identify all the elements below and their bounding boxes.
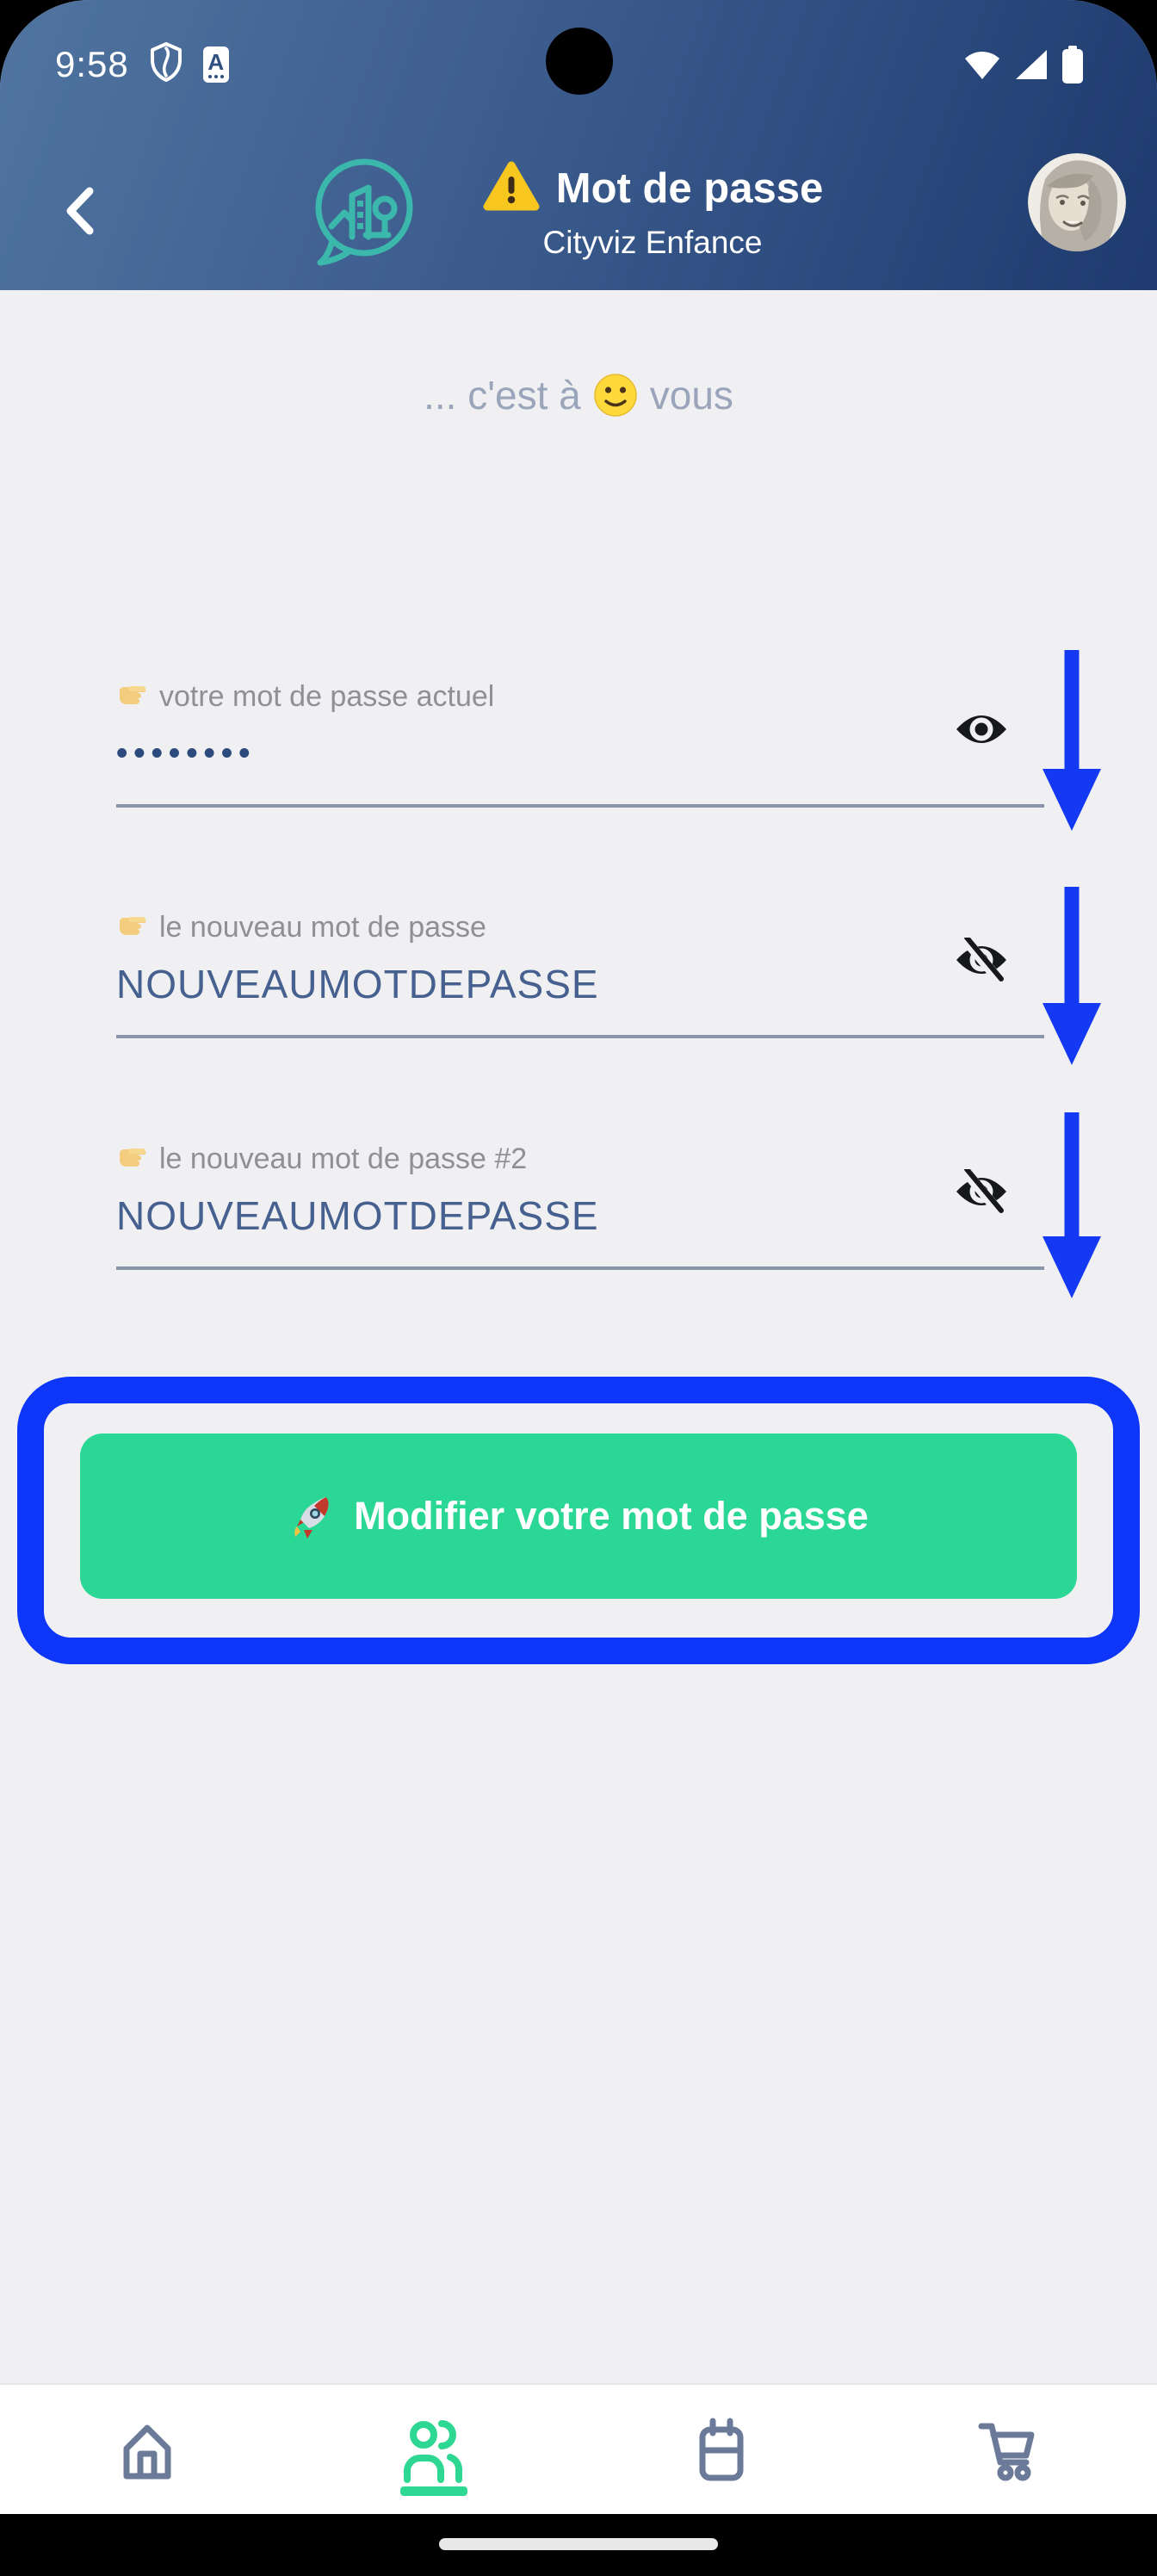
- warning-triangle-icon: [482, 160, 541, 218]
- current-password-value[interactable]: ••••••••: [116, 735, 257, 771]
- nav-shop[interactable]: [973, 2416, 1043, 2499]
- cityviz-logo-icon: [309, 156, 419, 266]
- submit-button-label: Modifier votre mot de passe: [354, 1494, 869, 1538]
- field-label: votre mot de passe actuel: [159, 679, 495, 713]
- nav-calendar[interactable]: [686, 2416, 757, 2499]
- new-password-field[interactable]: [116, 907, 1044, 1038]
- bottom-nav: [0, 2383, 1157, 2514]
- eye-icon[interactable]: [953, 707, 1010, 752]
- field-label: le nouveau mot de passe: [159, 910, 486, 944]
- calendar-icon: [687, 2416, 756, 2499]
- nav-contacts[interactable]: [399, 2416, 469, 2499]
- eye-off-icon[interactable]: [953, 1169, 1010, 1214]
- guide-arrow-down-2: [1043, 887, 1101, 1069]
- page-subtitle: Cityviz Enfance: [542, 225, 763, 260]
- header: [0, 0, 1157, 290]
- privacy-shield-icon: [148, 41, 184, 87]
- field-label: le nouveau mot de passe #2: [159, 1142, 528, 1175]
- profile-avatar[interactable]: [1028, 153, 1126, 251]
- camera-cutout: [546, 28, 613, 95]
- smiley-icon: [593, 373, 638, 418]
- active-tab-indicator: [400, 2486, 467, 2496]
- signal-icon: [1014, 48, 1049, 85]
- pointing-finger-icon: [116, 1138, 149, 1179]
- wifi-icon: [962, 48, 1002, 85]
- home-indicator[interactable]: [439, 2538, 718, 2550]
- rocket-icon: [288, 1492, 337, 1540]
- accessibility-a-icon: A: [203, 46, 229, 83]
- nav-home[interactable]: [112, 2416, 183, 2499]
- submit-password-button[interactable]: [80, 1434, 1077, 1599]
- new-password-value[interactable]: NOUVEAUMOTDEPASSE: [116, 962, 599, 1006]
- current-password-field[interactable]: [116, 676, 1044, 808]
- intro-suffix: vous: [649, 373, 733, 418]
- home-icon: [113, 2416, 182, 2499]
- pointing-finger-icon: [116, 907, 149, 947]
- intro-line: [0, 372, 1157, 418]
- confirm-password-value[interactable]: NOUVEAUMOTDEPASSE: [116, 1193, 599, 1238]
- page-title: Mot de passe: [555, 164, 824, 212]
- cart-icon: [973, 2416, 1043, 2499]
- status-time: 9:58: [55, 43, 129, 84]
- pointing-finger-icon: [116, 676, 149, 716]
- back-button[interactable]: [60, 184, 102, 238]
- guide-arrow-down-1: [1043, 650, 1101, 835]
- gesture-bar-area: [0, 2514, 1157, 2576]
- status-bar: [0, 0, 1157, 103]
- header-title-group: [429, 160, 876, 261]
- battery-icon: [1061, 45, 1085, 89]
- intro-prefix: ... c'est à: [424, 373, 581, 418]
- guide-arrow-down-3: [1043, 1112, 1101, 1303]
- confirm-password-field[interactable]: [116, 1138, 1044, 1270]
- eye-off-icon[interactable]: [953, 938, 1010, 982]
